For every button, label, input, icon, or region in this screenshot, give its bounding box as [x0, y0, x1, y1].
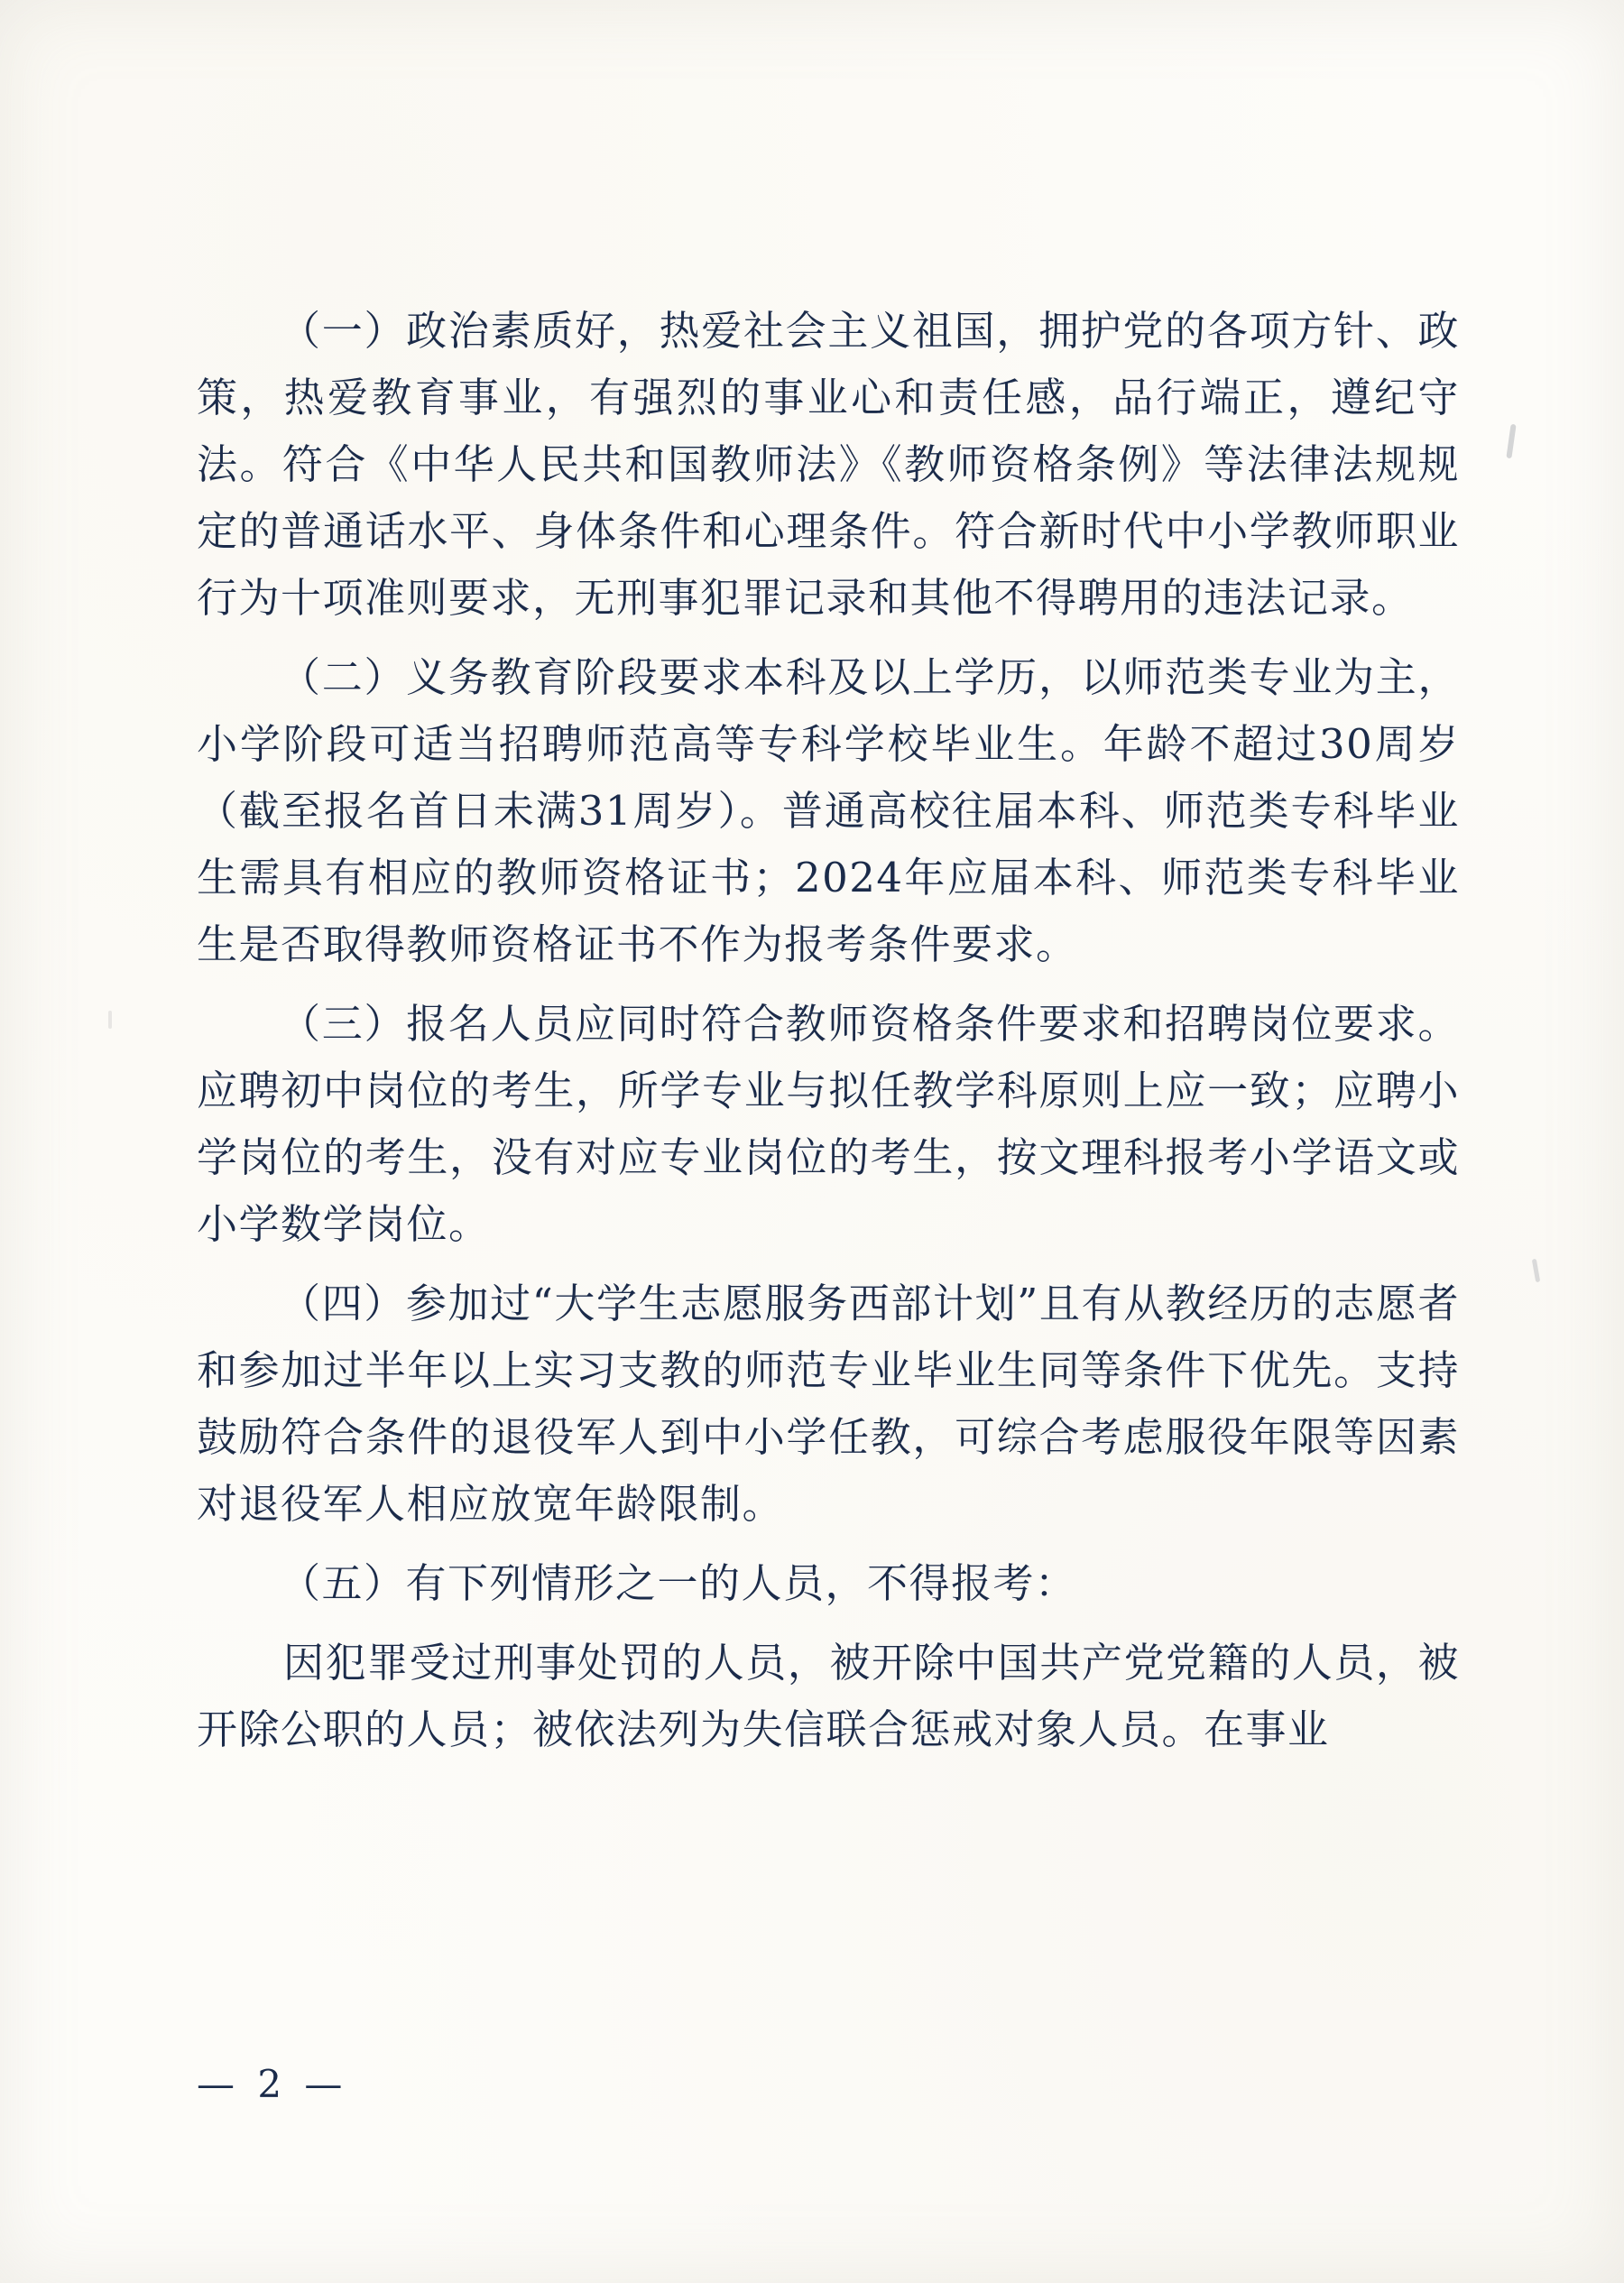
- paragraph-item-4: （四）参加过“大学生志愿服务西部计划”且有从教经历的志愿者和参加过半年以上实习支教的师范专业毕业生同等条件下优先。支持鼓励符合条件的退役军人到中小学任教，可综合考虑服役年限等因素对退役军人相应放宽年龄限制。: [197, 1280, 1460, 1528]
- paragraph-item-3: （三）报名人员应同时符合教师资格条件要求和招聘岗位要求。应聘初中岗位的考生，所学专业与拟任教学科原则上应一致；应聘小学岗位的考生，没有对应专业岗位的考生，按文理科报考小学语文或小学数学岗位。: [197, 1000, 1460, 1248]
- scan-artifact-right-lower: [1532, 1259, 1540, 1282]
- paragraph-item-5: （五）有下列情形之一的人员，不得报考：: [280, 1559, 1077, 1607]
- scan-artifact-left: [108, 1011, 112, 1029]
- document-body: [197, 298, 1460, 1776]
- paragraph-item-5-detail: 因犯罪受过刑事处罚的人员，被开除中国共产党党籍的人员，被开除公职的人员；被依法列为失信联合惩戒对象人员。在事业: [197, 1639, 1460, 1753]
- page-number: — 2 —: [197, 2062, 348, 2106]
- paragraph-item-1: （一）政治素质好，热爱社会主义祖国，拥护党的各项方针、政策，热爱教育事业，有强烈的事业心和责任感，品行端正，遵纪守法。符合《中华人民共和国教师法》《教师资格条例》等法律法规规定的普通话水平、身体条件和心理条件。符合新时代中小学教师职业行为十项准则要求，无刑事犯罪记录和其他不得聘用的违法记录。: [197, 307, 1460, 622]
- scan-artifact-right-upper: [1506, 424, 1516, 458]
- paragraph-item-2: （二）义务教育阶段要求本科及以上学历，以师范类专业为主，小学阶段可适当招聘师范高等专科学校毕业生。年龄不超过30周岁（截至报名首日未满31周岁）。普通高校往届本科、师范类专科毕业生需具有相应的教师资格证书；2024年应届本科、师范类专科毕业生是否取得教师资格证书不作为报考条件要求。: [197, 653, 1460, 968]
